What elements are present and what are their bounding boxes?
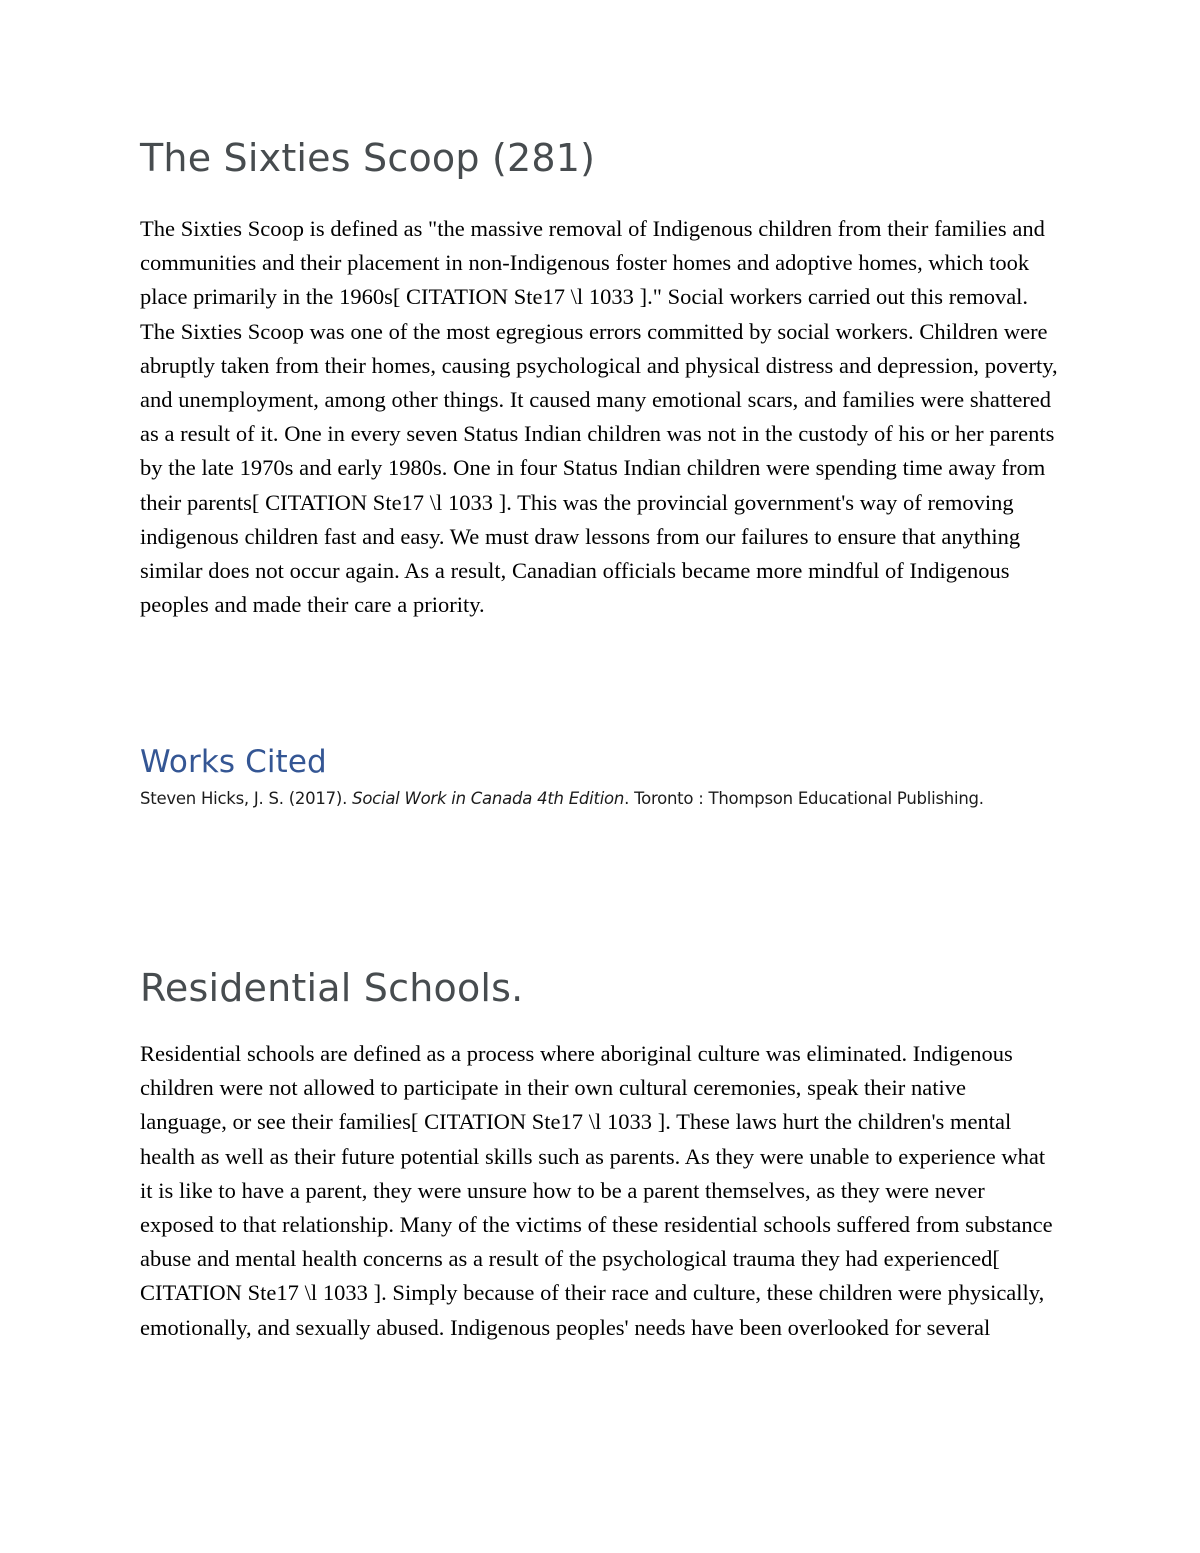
works-cited-heading: Works Cited (140, 744, 327, 780)
section-two-paragraph: Residential schools are defined as a process where aboriginal culture was eliminated. Indigenous children were not allowed to participate in their own cultural ceremonies, speak their native language, or see their families[ CITATION Ste17 \l 1033 ]. These laws hurt the children's mental health as well as their future potential skills such as parents. As they were unable to experience what it is like to have a parent, they were unsure how to be a parent themselves, as they were never exposed to that relationship. Many of the victims of these residential schools suffered from substance abuse and mental health concerns as a result of the psychological trauma they had experienced[ CITATION Ste17 \l 1033 ]. Simply because of their race and culture, these children were physically, emotionally, and sexually abused. Indigenous peoples' needs have been overlooked for several (140, 1041, 1053, 1340)
section-one-title-block (140, 137, 1058, 180)
section-two-title-block (140, 967, 1058, 1010)
page-title: The Sixties Scoop (281) (140, 136, 596, 180)
section-two-title: Residential Schools. (140, 966, 524, 1010)
citation-entry (140, 787, 1058, 811)
section-one-paragraph: The Sixties Scoop is defined as "the massive removal of Indigenous children from their families and communities and their placement in non-Indigenous foster homes and adoptive homes, which took place primarily in the 1960s[ CITATION Ste17 \l 1033 ]." Social workers carried out this removal. The Sixties Scoop was one of the most egregious errors committed by social workers. Children were abruptly taken from their homes, causing psychological and physical distress and depression, poverty, and unemployment, among other things. It caused many emotional scars, and families were shattered as a result of it. One in every seven Status Indian children was not in the custody of his or her parents by the late 1970s and early 1980s. One in four Status Indian children were spending time away from their parents[ CITATION Ste17 \l 1033 ]. This was the provincial government's way of removing indigenous children fast and easy. We must draw lessons from our failures to ensure that anything similar does not occur again. As a result, Canadian officials became more mindful of Indigenous peoples and made their care a priority. (140, 216, 1058, 618)
citation-author-year: Steven Hicks, J. S. (2017). (140, 789, 353, 809)
works-cited-block (140, 745, 1058, 811)
citation-publisher: . Toronto : Thompson Educational Publishing. (624, 789, 984, 809)
citation-title: Social Work in Canada 4th Edition (352, 789, 625, 809)
section-two-paragraph-block (140, 1037, 1058, 1437)
section-one-paragraph-block (140, 212, 1058, 622)
